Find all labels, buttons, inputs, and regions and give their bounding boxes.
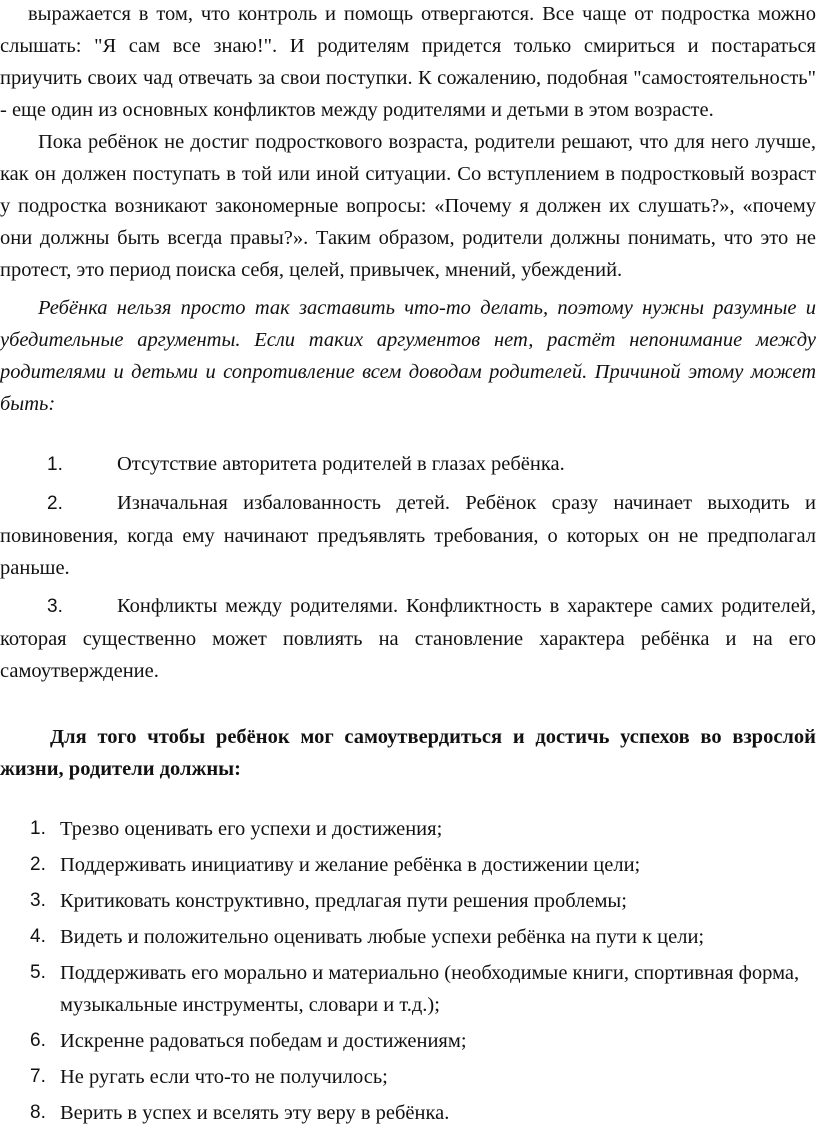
paragraph-italic-arguments: Ребёнка нельзя просто так заставить что-то делать, поэтому нужны разумные и убедительные аргументы. Если таких аргументов нет, растёт непонимание между родителями и детьми и сопротивление всем доводам родителей. Причиной этому может быть: — [0, 297, 816, 415]
list-item-number: 6. — [30, 1030, 46, 1051]
list-item-number: 8. — [30, 1102, 46, 1123]
list-item-number: 1. — [30, 818, 46, 839]
list-item — [0, 921, 816, 953]
list-item-number: 3. — [47, 596, 63, 617]
list-item-text: Критиковать конструктивно, предлагая пути решения проблемы; — [60, 890, 627, 912]
list-item-text: Трезво оценивать его успехи и достижения; — [60, 818, 443, 840]
list-item-number: 3. — [30, 890, 46, 911]
list-item — [0, 849, 816, 881]
list-item-number: 2. — [30, 854, 46, 875]
list-item-number: 7. — [30, 1066, 46, 1087]
list-item — [0, 1025, 816, 1057]
list-item-number: 2. — [47, 493, 63, 514]
list-item — [0, 487, 816, 584]
list-item-text: Поддерживать инициативу и желание ребёнка в достижении цели; — [60, 854, 641, 876]
causes-list — [0, 448, 816, 687]
list-item — [0, 885, 816, 917]
spacer — [0, 693, 816, 721]
list-item-number: 5. — [30, 962, 46, 983]
duties-list — [0, 813, 816, 1129]
list-item — [0, 957, 816, 1021]
list-item-text: Поддерживать его морально и материально (необходимые книги, спортивная форма, музыкальные инструменты, словари и т.д.); — [60, 962, 800, 1016]
list-item-text: Видеть и положительно оценивать любые успехи ребёнка на пути к цели; — [60, 926, 705, 948]
list-item — [0, 448, 816, 481]
spacer — [0, 785, 816, 813]
list-item — [0, 1061, 816, 1093]
list-item-text: Отсутствие авторитета родителей в глазах ребёнка. — [117, 453, 565, 475]
paragraph-parent-decisions: Пока ребёнок не достиг подросткового возраста, родители решают, что для него лучше, как он должен поступать в той или иной ситуации. Со вступлением в подростковый возраст у подростка возникают закономерные вопросы: «Почему я должен их слушать?», «почему они должны быть всегда правы?». Таким образом, родители должны понимать, что это не протест, это период поиска себя, целей, привычек, мнений, убеждений. — [0, 131, 816, 281]
paragraph-continuation: выражается в том, что контроль и помощь отвергаются. Все чаще от подростка можно слышать: "Я сам все знаю!". И родителям придется только смириться и постараться приучить своих чад отвечать за свои поступки. К сожалению, подобная "самостоятельность" - еще один из основных конфликтов между родителями и детьми в этом возрасте. — [0, 3, 816, 121]
list-item-text: Конфликты между родителями. Конфликтность в характере самих родителей, которая существенно может повлиять на становление характера ребёнка и на его самоутверждение. — [0, 595, 816, 682]
list-item — [0, 1097, 816, 1129]
list-item-number: 4. — [30, 926, 46, 947]
list-item-number: 1. — [47, 454, 63, 475]
section-heading: Для того чтобы ребёнок мог самоутвердиться и достичь успехов во взрослой жизни, родители должны: — [0, 726, 816, 780]
list-item — [0, 813, 816, 845]
list-item-text: Верить в успех и вселять эту веру в ребёнка. — [60, 1102, 450, 1124]
list-item — [0, 590, 816, 687]
list-item-text: Изначальная избалованность детей. Ребёнок сразу начинает выходить и повиновения, когда ему начинают предъявлять требования, о которых он не предполагал раньше. — [0, 492, 816, 579]
spacer — [0, 420, 816, 448]
list-item-text: Искренне радоваться победам и достижениям; — [60, 1030, 467, 1052]
list-item-text: Не ругать если что-то не получилось; — [60, 1066, 388, 1088]
